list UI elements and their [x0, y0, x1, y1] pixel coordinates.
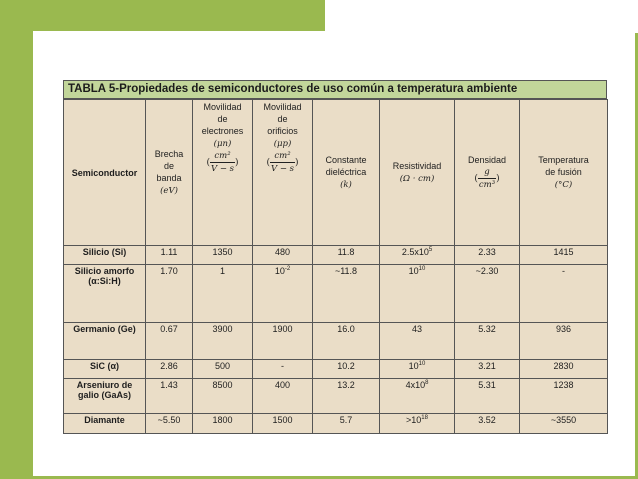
cell-mu-n: 8500 [193, 379, 253, 414]
cell-melt: 2830 [520, 360, 608, 379]
res-exp: 8 [425, 380, 429, 386]
header-symbol: (μp) [273, 139, 292, 149]
cell-resistivity [380, 265, 455, 323]
cell-melt: ~3550 [520, 414, 608, 434]
cell-mu-p: 400 [253, 379, 313, 414]
mobility-unit-fraction [270, 150, 295, 175]
cell-k: 10.2 [313, 360, 380, 379]
res-base: 2.5x10 [401, 247, 429, 257]
res-base: 4x10 [405, 380, 426, 390]
cell-melt: 936 [520, 323, 608, 360]
header-unit: (Ω · cm) [399, 174, 435, 184]
cell-resistivity: 43 [380, 323, 455, 360]
header-symbol: (μn) [213, 139, 232, 149]
cell-mu-p: - [253, 360, 313, 379]
cell-semiconductor: Silicio amorfo (α:Si:H) [64, 265, 146, 323]
header-text: de fusión [545, 167, 582, 177]
table-row [64, 414, 608, 434]
cell-mu-n: 500 [193, 360, 253, 379]
cell-gap: ~5.50 [146, 414, 193, 434]
cell-mu-p: 1500 [253, 414, 313, 434]
res-exp: 10 [418, 266, 426, 272]
frac-den: V − s [210, 164, 235, 174]
cell-k: 11.8 [313, 246, 380, 265]
header-constante [313, 100, 380, 246]
cell-density: 2.33 [455, 246, 520, 265]
mu-p-exp: -2 [284, 266, 291, 272]
header-resistividad [380, 100, 455, 246]
res-exp: 10 [418, 361, 426, 367]
header-text: Densidad [467, 155, 507, 165]
table-row [64, 360, 608, 379]
header-text: de [163, 161, 174, 171]
cell-mu-n: 3900 [193, 323, 253, 360]
cell-gap: 1.43 [146, 379, 193, 414]
cell-mu-p: 1900 [253, 323, 313, 360]
cell-resistivity [380, 246, 455, 265]
header-text: Movilidad [203, 102, 242, 112]
header-temperatura [520, 100, 608, 246]
top-decor-box [325, 0, 638, 33]
header-unit: (eV) [160, 186, 178, 196]
header-text: banda [156, 173, 182, 183]
cell-k: 5.7 [313, 414, 380, 434]
cell-gap: 1.70 [146, 265, 193, 323]
cell-density: 3.52 [455, 414, 520, 434]
frac-num: g [478, 166, 496, 179]
header-brecha [146, 100, 193, 246]
header-text: Resistividad [392, 161, 442, 171]
cell-mu-p: 480 [253, 246, 313, 265]
header-text: Temperatura [538, 155, 589, 165]
cell-density: 5.31 [455, 379, 520, 414]
cell-resistivity [380, 414, 455, 434]
cell-mu-n: 1 [193, 265, 253, 323]
header-text: Movilidad [263, 102, 302, 112]
frac-num: cm² [270, 150, 295, 163]
cell-k: 16.0 [313, 323, 380, 360]
cell-melt: 1238 [520, 379, 608, 414]
res-exp: 5 [428, 247, 433, 253]
res-base: >10 [406, 415, 422, 425]
table-title: TABLA 5-Propiedades de semiconductores de uso común a temperatura ambiente [63, 80, 607, 99]
cell-semiconductor: SiC (α) [64, 360, 146, 379]
header-unit: (°C) [554, 180, 573, 190]
header-mov-electrones: Movilidad de electrones (μn) ( $\frac{\text{cm²}}{V - s}$ ) [193, 100, 253, 246]
frac-den: cm³ [478, 180, 496, 190]
cell-mu-n: 1350 [193, 246, 253, 265]
header-text: Brecha [154, 149, 184, 159]
mu-p-base: 10 [274, 266, 285, 276]
header-row [64, 100, 608, 246]
cell-resistivity [380, 360, 455, 379]
cell-gap: 2.86 [146, 360, 193, 379]
table-row [64, 246, 608, 265]
table-row [64, 265, 608, 323]
cell-semiconductor: Diamante [64, 414, 146, 434]
cell-gap: 1.11 [146, 246, 193, 265]
cell-k: ~11.8 [313, 265, 380, 323]
header-semiconductor: Semiconductor [64, 100, 146, 246]
slide-canvas [33, 31, 635, 476]
cell-gap: 0.67 [146, 323, 193, 360]
header-densidad: Densidad ( $\frac{g}{\text{cm³}}$ ) [455, 100, 520, 246]
header-text: de [217, 114, 228, 124]
frac-num: cm² [210, 150, 235, 163]
cell-melt: - [520, 265, 608, 323]
density-unit-fraction [478, 166, 496, 191]
header-text: de [277, 114, 288, 124]
cell-density: ~2.30 [455, 265, 520, 323]
cell-semiconductor: Germanio (Ge) [64, 323, 146, 360]
properties-table [63, 99, 608, 434]
cell-k: 13.2 [313, 379, 380, 414]
res-base: 10 [408, 266, 419, 276]
res-base: 10 [408, 361, 419, 371]
cell-melt: 1415 [520, 246, 608, 265]
frac-den: V − s [270, 164, 295, 174]
cell-resistivity [380, 379, 455, 414]
header-text: orificios [267, 126, 298, 136]
cell-mu-n: 1800 [193, 414, 253, 434]
header-mov-orificios: Movilidad de orificios (μp) ( $\frac{\text{cm²}}{V - s}$ ) [253, 100, 313, 246]
header-symbol: (k) [340, 180, 352, 190]
table-row [64, 323, 608, 360]
res-exp: 18 [421, 415, 428, 421]
cell-density: 5.32 [455, 323, 520, 360]
header-text: Constante [325, 155, 367, 165]
header-text: dieléctrica [325, 167, 367, 177]
cell-semiconductor: Arseniuro de galio (GaAs) [64, 379, 146, 414]
cell-semiconductor: Silicio (Si) [64, 246, 146, 265]
cell-density: 3.21 [455, 360, 520, 379]
properties-table-container [63, 80, 607, 434]
mobility-unit-fraction [210, 150, 235, 175]
cell-mu-p [253, 265, 313, 323]
header-text: electrones [201, 126, 244, 136]
table-row [64, 379, 608, 414]
